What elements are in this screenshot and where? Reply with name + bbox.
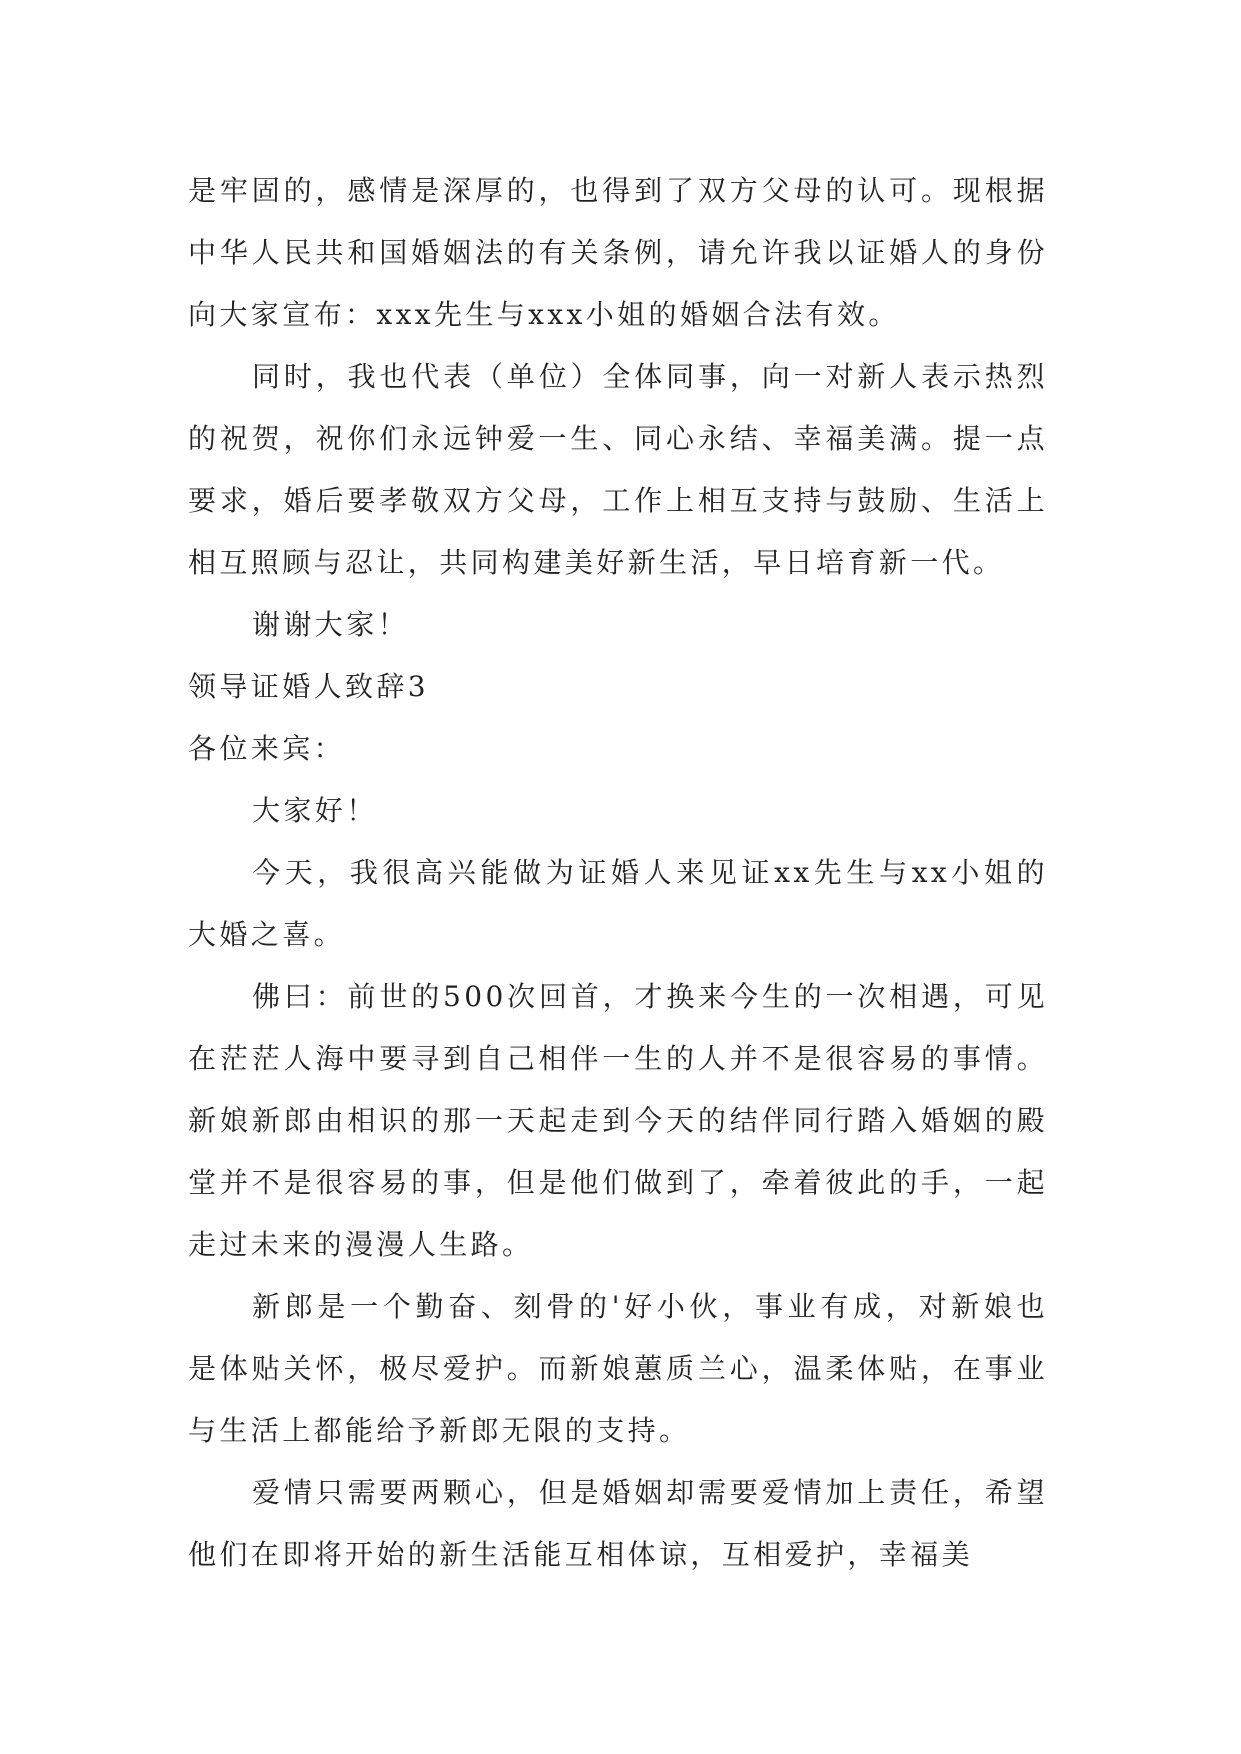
paragraph-thanks: 谢谢大家！: [252, 608, 410, 641]
section-heading: 领导证婚人致辞3: [188, 670, 430, 703]
paragraph-continuation: 是牢固的，感情是深厚的，也得到了双方父母的认可。现根据中华人民共和国婚姻法的有关条例，请允许我以证婚人的身份向大家宣布：xxx先生与xxx小姐的婚姻合法有效。: [188, 174, 1048, 331]
document-body: [188, 160, 1048, 1586]
paragraph-love-responsibility: 爱情只需要两颗心，但是婚姻却需要爱情加上责任，希望他们在即将开始的新生活能互相体谅，互相爱护，幸福美: [188, 1476, 1048, 1571]
paragraph-congratulations: 同时，我也代表（单位）全体同事，向一对新人表示热烈的祝贺，祝你们永远钟爱一生、同心永结、幸福美满。提一点要求，婚后要孝敬双方父母，工作上相互支持与鼓励、生活上相互照顾与忍让，共同构建美好新生活，早日培育新一代。: [188, 360, 1048, 579]
paragraph-intro: 今天，我很高兴能做为证婚人来见证xx先生与xx小姐的大婚之喜。: [188, 856, 1048, 951]
paragraph-groom-bride: 新郎是一个勤奋、刻骨的'好小伙，事业有成，对新娘也是体贴关怀，极尽爱护。而新娘蕙质兰心，温柔体贴，在事业与生活上都能给予新郎无限的支持。: [188, 1290, 1048, 1447]
paragraph-buddha-quote: 佛曰：前世的500次回首，才换来今生的一次相遇，可见在茫茫人海中要寻到自己相伴一生的人并不是很容易的事情。新娘新郎由相识的那一天起走到今天的结伴同行踏入婚姻的殿堂并不是很容易的事，但是他们做到了，牵着彼此的手，一起走过未来的漫漫人生路。: [188, 980, 1048, 1261]
greeting: 大家好！: [252, 794, 378, 827]
salutation: 各位来宾：: [188, 732, 346, 765]
